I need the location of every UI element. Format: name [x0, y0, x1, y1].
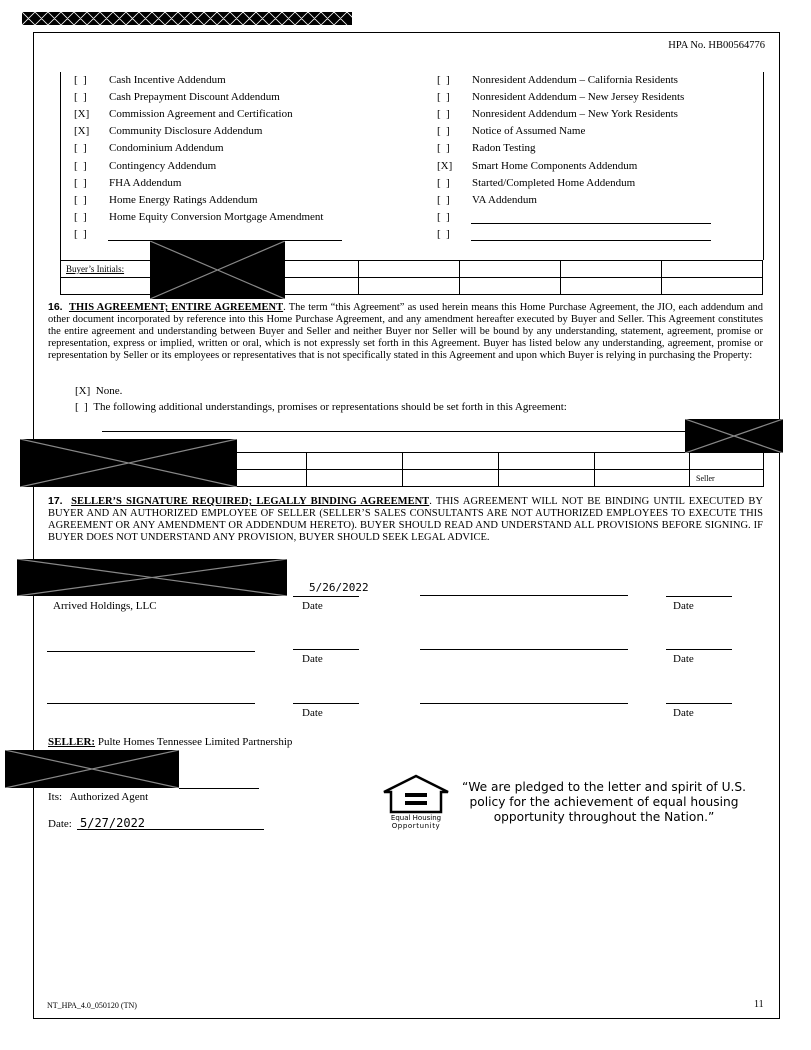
addendum-label: FHA Addendum	[109, 177, 182, 189]
initials-cell[interactable]	[403, 470, 499, 487]
page-number: 11	[754, 999, 764, 1010]
redaction-box	[685, 419, 783, 453]
checkbox[interactable]: [ ]	[437, 142, 450, 154]
option-additional-row[interactable]	[75, 401, 567, 413]
redaction-box	[20, 439, 237, 487]
buyer6-date-line[interactable]	[666, 703, 732, 704]
section-16-body: The term “this Agreement” as used herein means this Home Purchase Agreement, the JIO, each addendum and other document incorporated by reference into this Home Purchase Agreement, and any amendment hereafter executed by Buyer and Seller. This Agreement constitutes the entire agreement and understanding between Buyer and Seller and neither Buyer nor Seller will be bound by any understanding, statement, agreement, promise or representation, express or implied, written or oral, which is not expressly set forth in this Agreement. Buyer has listed below any understanding, agreement, promise or representation by Seller or its employees or representatives that is not specifically stated in this Agreement and upon which Buyer is relying in purchasing the Property:	[48, 302, 763, 361]
initials-cell[interactable]	[403, 453, 499, 470]
equal-housing-line2: Opportunity	[391, 822, 441, 830]
addendum-label: VA Addendum	[472, 194, 537, 206]
section-17-body: THIS AGREEMENT WILL NOT BE BINDING UNTIL EXECUTED BY BUYER AND AN AUTHORIZED EMPLOYEE OF SELLER (SELLER’S SALES CONSULTANTS ARE NOT AUTHORIZED EMPLOYEES TO EXECUTE THIS AGREEMENT OR ANY AMENDMENT OR ADDENDUM HERETO). BUYER SHOULD READ AND UNDERSTAND ALL PROVISIONS BEFORE SIGNING. IF BUYER DOES NOT UNDERSTAND ANY PROVISION, BUYER SHOULD SEEK LEGAL ADVICE.	[48, 496, 764, 544]
option-none-checkbox[interactable]: [X]	[75, 385, 91, 397]
checkbox[interactable]: [ ]	[74, 142, 87, 154]
date-label: Date	[302, 707, 323, 719]
addendum-label: Cash Incentive Addendum	[109, 74, 226, 86]
addendum-label: Contingency Addendum	[109, 160, 217, 172]
blank-addendum-line[interactable]	[471, 223, 711, 224]
option-additional-checkbox[interactable]: [ ]	[75, 401, 88, 413]
date-label: Date	[302, 653, 323, 665]
checkbox[interactable]: [ ]	[74, 211, 87, 223]
seller-name: Pulte Homes Tennessee Limited Partnership	[97, 736, 293, 748]
buyer3-signature-line[interactable]	[47, 651, 255, 652]
addendum-label: Nonresident Addendum – California Residents	[472, 74, 678, 86]
buyer4-signature-line[interactable]	[420, 649, 628, 650]
initials-cell[interactable]	[662, 261, 763, 278]
addendum-label: Cash Prepayment Discount Addendum	[109, 91, 280, 103]
buyer3-date-line[interactable]	[293, 649, 359, 650]
date-label: Date	[302, 600, 323, 612]
initials-cell[interactable]	[595, 453, 690, 470]
redaction-box	[5, 750, 179, 788]
option-additional-label: The following additional understandings, promises or representations should be set forth in this Agreement:	[93, 401, 567, 413]
buyer2-signature-line[interactable]	[420, 595, 628, 596]
equal-housing-line1: Equal Housing	[390, 814, 442, 822]
addendum-label: Community Disclosure Addendum	[109, 125, 263, 137]
checkbox[interactable]: [X]	[437, 160, 453, 172]
checkbox[interactable]: [ ]	[437, 228, 450, 240]
checkbox[interactable]: [ ]	[437, 108, 450, 120]
checkbox[interactable]: [ ]	[437, 177, 450, 189]
option-none-label: None.	[95, 385, 123, 397]
buyer6-signature-line[interactable]	[420, 703, 628, 704]
initials-cell[interactable]	[460, 278, 561, 295]
initials-cell[interactable]	[359, 261, 460, 278]
addendum-label: Home Equity Conversion Mortgage Amendment	[109, 211, 324, 223]
buyer1-name: Arrived Holdings, LLC	[53, 600, 157, 612]
initials-cell[interactable]	[561, 261, 662, 278]
checkbox[interactable]: [ ]	[74, 160, 87, 172]
seller-date-value[interactable]: 5/27/2022	[80, 816, 146, 830]
addendum-label: Notice of Assumed Name	[472, 125, 586, 137]
initials-cell[interactable]	[307, 453, 403, 470]
initials-cell[interactable]	[499, 470, 595, 487]
redaction-box	[150, 241, 285, 299]
redaction-box	[17, 559, 287, 596]
addendum-label: Smart Home Components Addendum	[472, 160, 638, 172]
addendum-label: Nonresident Addendum – New York Residents	[472, 108, 678, 120]
buyer5-signature-line[interactable]	[47, 703, 255, 704]
initials-cell[interactable]	[460, 261, 561, 278]
seller-initials-table	[210, 452, 764, 487]
section-16-heading: THIS AGREEMENT; ENTIRE AGREEMENT	[68, 302, 284, 313]
seller-label: SELLER:	[48, 736, 96, 748]
seller-its-row	[48, 791, 148, 803]
additional-understandings-line[interactable]	[102, 431, 762, 432]
addendum-label: Home Energy Ratings Addendum	[109, 194, 258, 206]
date-label: Date	[673, 707, 694, 719]
equal-housing-statement: “We are pledged to the letter and spirit of U.S. policy for the achievement of equal housing opportunity throughout the Nation.”	[462, 780, 746, 824]
initials-cell[interactable]	[690, 453, 764, 470]
seller-initials-label: Seller	[690, 470, 764, 487]
checkbox[interactable]: [ ]	[74, 228, 87, 240]
buyer2-date-line[interactable]	[666, 596, 732, 597]
checkbox[interactable]: [ ]	[74, 177, 87, 189]
addendum-label: Radon Testing	[472, 142, 536, 154]
checkbox[interactable]: [ ]	[437, 194, 450, 206]
initials-cell[interactable]	[307, 470, 403, 487]
initials-cell[interactable]	[595, 470, 690, 487]
initials-cell[interactable]	[61, 278, 151, 295]
buyer5-date-line[interactable]	[293, 703, 359, 704]
date-label: Date	[673, 600, 694, 612]
section-17: 17. SELLER’S SIGNATURE REQUIRED; LEGALLY BINDING AGREEMENT. THIS AGREEMENT WILL NOT BE BINDING UNTIL EXECUTED BY BUYER AND AN AUTHORIZED EMPLOYEE OF SELLER (SELLER’S SALES CONSULTANTS ARE NOT AUTHORIZED EMPLOYEES TO EXECUTE THIS AGREEMENT OR ANY AMENDMENT OR ADDENDUM HERETO). BUYER SHOULD READ AND UNDERSTAND ALL PROVISIONS BEFORE SIGNING. IF BUYER DOES NOT UNDERSTAND ANY PROVISION, BUYER SHOULD SEEK LEGAL ADVICE.	[48, 495, 764, 544]
buyer-initials-label: Buyer’s Initials:	[61, 261, 151, 278]
checkbox[interactable]: [ ]	[74, 74, 87, 86]
initials-cell[interactable]	[561, 278, 662, 295]
seller-date-line[interactable]	[77, 829, 264, 830]
section-17-number: 17.	[48, 495, 63, 507]
checkbox[interactable]: [ ]	[437, 91, 450, 103]
its-label: Its:	[48, 791, 63, 803]
addendum-label: Condominium Addendum	[109, 142, 224, 154]
checkbox[interactable]: [ ]	[437, 125, 450, 137]
initials-cell[interactable]	[359, 278, 460, 295]
addendum-label: Started/Completed Home Addendum	[472, 177, 636, 189]
checkbox[interactable]: [ ]	[437, 211, 450, 223]
addendum-label: Nonresident Addendum – New Jersey Residents	[472, 91, 685, 103]
form-id: NT_HPA_4.0_050120 (TN)	[47, 1001, 137, 1010]
redaction-bar-top	[22, 12, 352, 25]
section-16: 16. THIS AGREEMENT; ENTIRE AGREEMENT. The term “this Agreement” as used herein means this Home Purchase Agreement, the JIO, each addendum and other document incorporated by reference into this Home Purchase Agreement, and any amendment hereafter executed by Buyer and Seller. This Agreement constitutes the entire agreement and understanding between Buyer and Seller and neither Buyer nor Seller will be bound by any understanding, statement, agreement, promise or representation, express or implied, written or oral, which is not expressly set forth in this Agreement. Buyer has listed below any understanding, agreement, promise or representation by Seller or its employees or representatives that is not specifically stated in this Agreement and upon which Buyer is relying in purchasing the Property:	[48, 301, 763, 361]
seller-date-label: Date:	[48, 818, 72, 830]
blank-addendum-line[interactable]	[471, 240, 711, 241]
seller-signature-line[interactable]	[179, 788, 259, 789]
buyer4-date-line[interactable]	[666, 649, 732, 650]
checkbox[interactable]: [ ]	[437, 74, 450, 86]
initials-cell[interactable]	[662, 278, 763, 295]
seller-line	[48, 736, 292, 748]
section-16-number: 16.	[48, 301, 63, 313]
initials-cell[interactable]	[499, 453, 595, 470]
buyer1-date-value[interactable]: 5/26/2022	[309, 581, 369, 594]
hpa-number: HPA No. HB00564776	[668, 40, 765, 51]
addendum-label: Commission Agreement and Certification	[109, 108, 293, 120]
option-none-row[interactable]	[75, 385, 122, 397]
section-17-heading: SELLER’S SIGNATURE REQUIRED; LEGALLY BINDING AGREEMENT	[71, 496, 430, 507]
checkbox[interactable]: [ ]	[74, 194, 87, 206]
checkbox[interactable]: [X]	[74, 108, 90, 120]
equal-housing-logo	[381, 774, 451, 834]
house-icon	[381, 774, 451, 814]
date-label: Date	[673, 653, 694, 665]
its-value: Authorized Agent	[69, 791, 149, 803]
checkbox[interactable]: [ ]	[74, 91, 87, 103]
checkbox[interactable]: [X]	[74, 125, 90, 137]
buyer1-date-line[interactable]	[293, 596, 359, 597]
